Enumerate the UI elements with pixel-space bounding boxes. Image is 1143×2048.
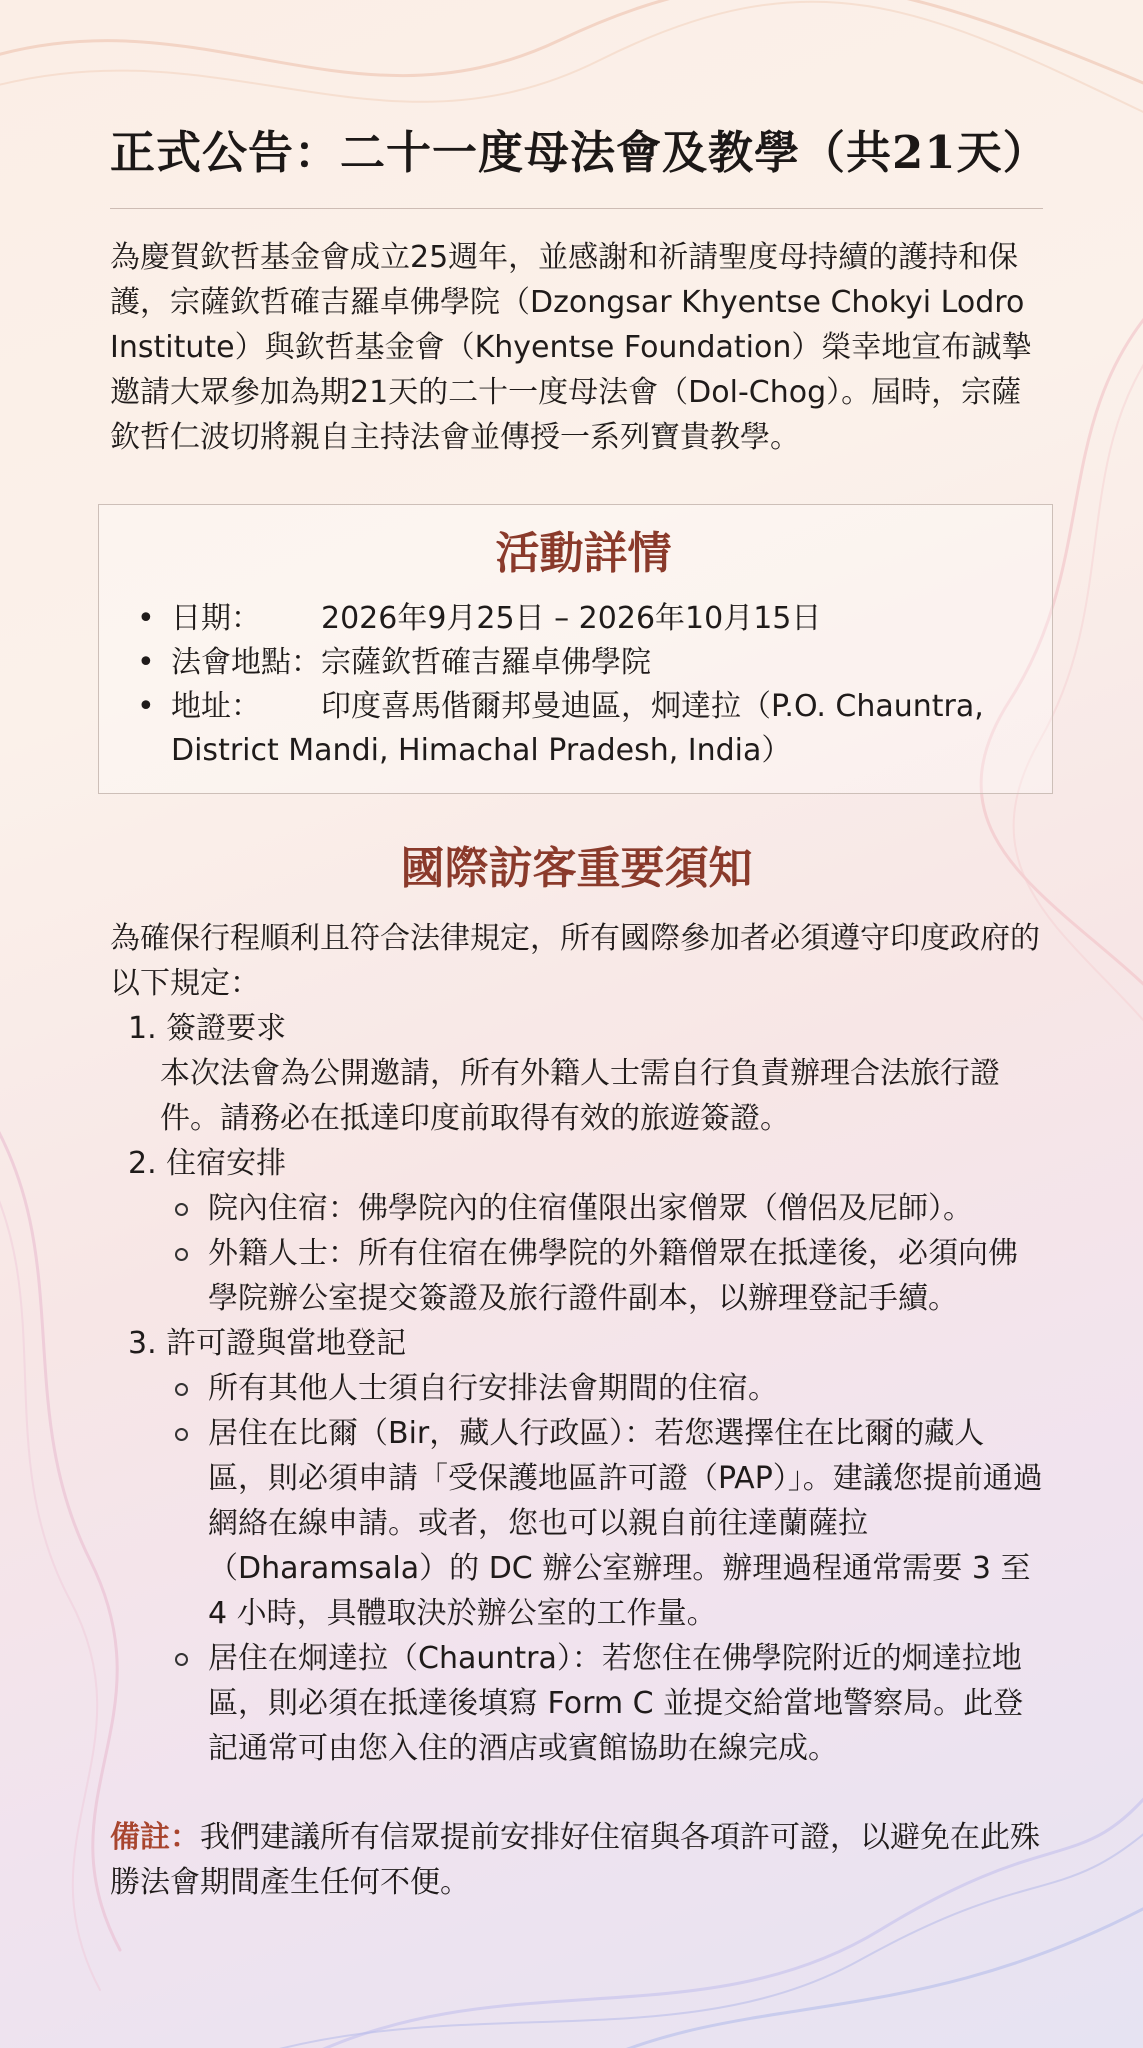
list-item: 所有其他人士須自行安排法會期間的住宿。 bbox=[128, 1366, 1043, 1411]
detail-address-label: 地址： bbox=[171, 689, 261, 724]
details-heading: 活動詳情 bbox=[495, 528, 672, 579]
section-visa-body: 本次法會為公開邀請，所有外籍人士需自行負責辦理合法旅行證件。請務必在抵達印度前取得有效的旅遊簽證。 bbox=[160, 1056, 1000, 1136]
footer-note bbox=[110, 1815, 1043, 1905]
notice-heading: 國際訪客重要須知 bbox=[400, 843, 753, 894]
page-title: 正式公告：二十一度母法會及教學（共21天） bbox=[110, 126, 1049, 179]
list-item: 外籍人士：所有住宿在佛學院的外籍僧眾在抵達後，必須向佛學院辦公室提交簽證及旅行證件副本，以辦理登記手續。 bbox=[128, 1231, 1043, 1321]
permits-list bbox=[128, 1366, 1043, 1771]
detail-date-value: 2026年9月25日 – 2026年10月15日 bbox=[321, 601, 822, 636]
list-item: 居住在比爾（Bir，藏人行政區）：若您選擇住在比爾的藏人區，則必須申請「受保護地區許可證（PAP）」。建議您提前通過網絡在線申請。或者，您也可以親自前往達蘭薩拉（Dharamsala）的 DC 辦公室辦理。辦理過程通常需要 3 至 4 小時，具體取決於辦公室的工作量。 bbox=[128, 1411, 1043, 1636]
detail-address bbox=[137, 685, 1030, 773]
section-permits-title: 3. 許可證與當地登記 bbox=[128, 1326, 407, 1361]
accommodation-list bbox=[128, 1186, 1043, 1321]
section-accommodation-title: 2. 住宿安排 bbox=[128, 1146, 287, 1181]
list-item: 居住在炯達拉（Chauntra）：若您住在佛學院附近的炯達拉地區，則必須在抵達後填寫 Form C 並提交給當地警察局。此登記通常可由您入住的酒店或賓館協助在線完成。 bbox=[128, 1636, 1043, 1771]
detail-date bbox=[137, 597, 1030, 641]
title-divider bbox=[110, 208, 1043, 209]
detail-date-label: 日期： bbox=[171, 601, 261, 636]
note-label: 備註： bbox=[110, 1820, 200, 1855]
detail-venue-value: 宗薩欽哲確吉羅卓佛學院 bbox=[321, 645, 651, 680]
detail-venue-label: 法會地點： bbox=[171, 645, 321, 680]
intro-paragraph: 為慶賀欽哲基金會成立25週年，並感謝和祈請聖度母持續的護持和保護，宗薩欽哲確吉羅卓佛學院（Dzongsar Khyentse Chokyi Lodro Institute）與欽哲基金會（Khyentse Foundation）榮幸地宣布誠摯邀請大眾參加為期21天的二十一度母法會（Dol-Chog）。屆時，宗薩欽哲仁波切將親自主持法會並傳授一系列寶貴教學。 bbox=[110, 240, 1032, 455]
list-item: 院內住宿：佛學院內的住宿僅限出家僧眾（僧侶及尼師）。 bbox=[128, 1186, 1043, 1231]
notice-lead: 為確保行程順利且符合法律規定，所有國際參加者必須遵守印度政府的以下規定： bbox=[110, 921, 1040, 1001]
event-details-box bbox=[98, 504, 1053, 794]
section-permits bbox=[128, 1321, 1043, 1771]
detail-address-value: 印度喜馬偕爾邦曼迪區，炯達拉（P.O. Chauntra, District Mandi, Himachal Pradesh, India） bbox=[171, 689, 984, 768]
details-list bbox=[137, 597, 1030, 773]
detail-venue bbox=[137, 641, 1030, 685]
note-text: 我們建議所有信眾提前安排好住宿與各項許可證，以避免在此殊勝法會期間產生任何不便。 bbox=[110, 1820, 1040, 1900]
section-visa-title: 1. 簽證要求 bbox=[128, 1011, 287, 1046]
section-visa bbox=[128, 1006, 1043, 1141]
section-accommodation bbox=[128, 1141, 1043, 1321]
